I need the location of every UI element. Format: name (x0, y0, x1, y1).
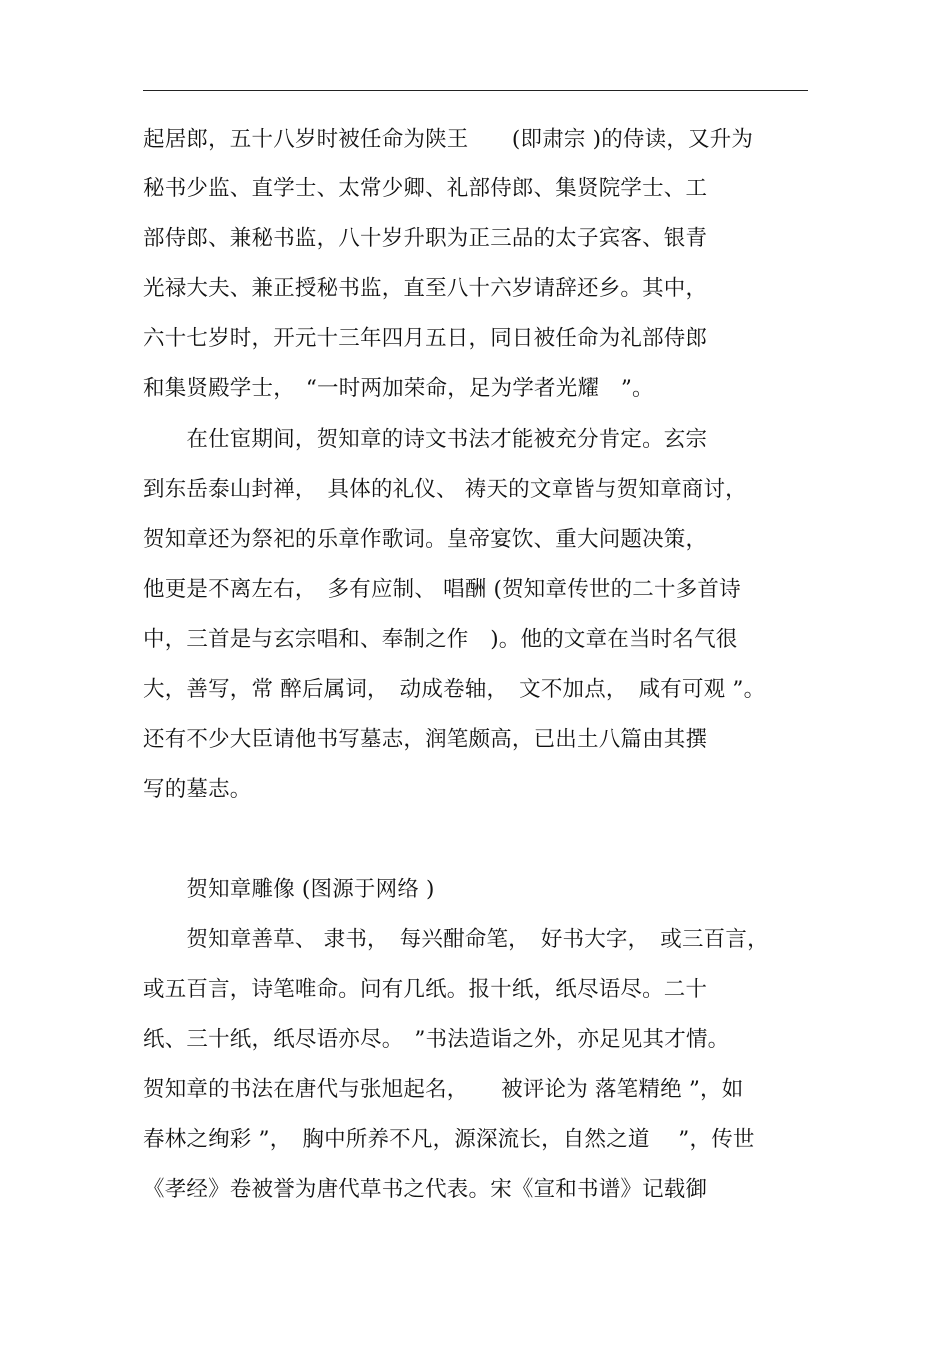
text-line: 光禄大夫、兼正授秘书监，直至八十六岁请辞还乡。其中， (143, 276, 708, 301)
text-line: 到东岳泰山封禅， 具体的礼仪、 祷天的文章皆与贺知章商讨， (143, 477, 747, 502)
text-line: 秘书少监、直学士、太常少卿、礼部侍郎、集贤院学士、工 (143, 176, 708, 201)
text-line: 纸、三十纸，纸尽语亦尽。 ”书法造诣之外，亦足见其才情。 (143, 1027, 730, 1052)
text-line: 六十七岁时，开元十三年四月五日，同日被任命为礼部侍郎 (143, 326, 708, 351)
header-rule (143, 90, 808, 91)
text-line: 贺知章的书法在唐代与张旭起名， 被评论为 落笔精绝 ”，如 (143, 1077, 744, 1102)
text-line: 或五百言，诗笔唯命。问有几纸。报十纸，纸尽语尽。二十 (143, 977, 708, 1002)
text-line: 贺知章善草、 隶书， 每兴酣命笔， 好书大字， 或三百言， (143, 927, 769, 952)
text-line: 和集贤殿学士， “一时两加荣命，足为学者光耀 ”。 (143, 376, 654, 401)
text-line: 《孝经》卷被誉为唐代草书之代表。宋《宣和书谱》记载御 (143, 1177, 708, 1202)
text-line: 还有不少大臣请他书写墓志，润笔颇高，已出土八篇由其撰 (143, 727, 708, 752)
text-line: 贺知章还为祭祀的乐章作歌词。皇帝宴饮、重大问题决策， (143, 527, 708, 552)
image-caption: 贺知章雕像 (图源于网络 ) (143, 877, 435, 902)
text-line: 起居郎，五十八岁时被任命为陕王 (即肃宗 )的侍读，又升为 (143, 127, 754, 152)
text-line: 写的墓志。 (143, 777, 252, 802)
text-line: 中，三首是与玄宗唱和、奉制之作 )。他的文章在当时名气很 (143, 627, 738, 652)
text-line: 春林之绚彩 ”， 胸中所养不凡，源深流长，自然之道 ”，传世 (143, 1127, 755, 1152)
text-line: 他更是不离左右， 多有应制、 唱酬 (贺知章传世的二十多首诗 (143, 577, 741, 602)
text-line: 在仕宦期间，贺知章的诗文书法才能被充分肯定。玄宗 (143, 427, 708, 452)
text-line: 部侍郎、兼秘书监，八十岁升职为正三品的太子宾客、银青 (143, 226, 708, 251)
text-line: 大，善写，常 醉后属词， 动成卷轴， 文不加点， 咸有可观 ”。 (143, 677, 766, 702)
